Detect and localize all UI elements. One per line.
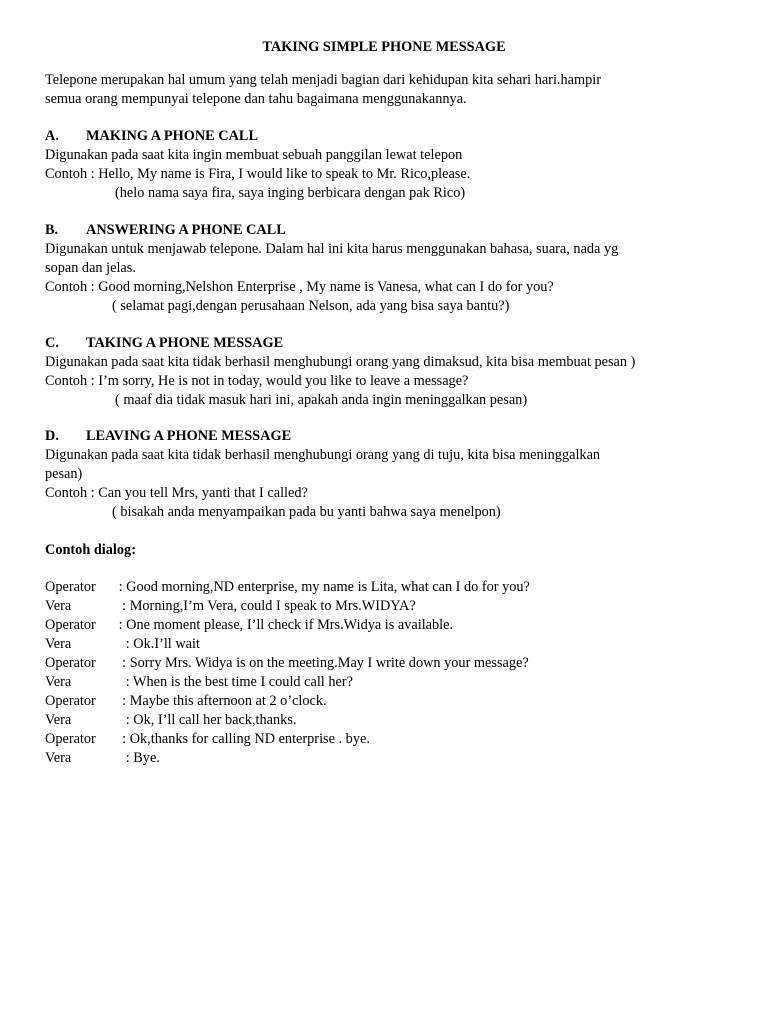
dialog-line — [45, 730, 735, 749]
dialog-line — [45, 749, 735, 768]
section-translation: ( bisakah anda menyampaikan pada bu yanti bahwa saya menelpon) — [112, 504, 501, 520]
dialog-line — [45, 692, 735, 711]
section-title: TAKING A PHONE MESSAGE — [86, 335, 284, 351]
dialog-line — [45, 711, 735, 730]
dialog-utterance: : Ok,thanks for calling ND enterprise . bye. — [115, 731, 370, 747]
section-letter: D. — [45, 428, 59, 444]
dialog-utterance: : One moment please, I’ll check if Mrs.Widya is available. — [115, 617, 454, 633]
section-heading — [45, 221, 735, 240]
dialog-line — [45, 597, 735, 616]
document-title: TAKING SIMPLE PHONE MESSAGE — [262, 39, 506, 55]
section-translation: (helo nama saya fira, saya inging berbicara dengan pak Rico) — [115, 185, 466, 201]
section-heading — [45, 427, 735, 446]
section-description: Digunakan pada saat kita tidak berhasil menghubungi orang yang di tuju, kita bisa meninggalkan — [45, 447, 601, 463]
dialog-line — [45, 616, 735, 635]
section-d — [45, 427, 735, 522]
intro-line: semua orang mempunyai telepone dan tahu bagaimana menggunakannya. — [45, 91, 467, 107]
dialog-line — [45, 673, 735, 692]
section-example: Contoh : Can you tell Mrs, yanti that I called? — [45, 485, 308, 501]
dialog-line — [45, 635, 735, 654]
dialog-utterance: : Bye. — [115, 750, 160, 766]
section-translation: ( selamat pagi,dengan perusahaan Nelson, ada yang bisa saya bantu?) — [112, 298, 510, 314]
dialog-utterance: : When is the best time I could call her? — [115, 674, 353, 690]
section-description: Digunakan pada saat kita tidak berhasil menghubungi orang yang dimaksud, kita bisa membuat pesan ) — [45, 354, 636, 370]
dialog-speaker: Operator — [45, 731, 96, 747]
dialog-speaker: Operator — [45, 693, 96, 709]
dialog-utterance: : Morning,I’m Vera, could I speak to Mrs.WIDYA? — [115, 598, 416, 614]
section-example: Contoh : Good morning,Nelshon Enterprise , My name is Vanesa, what can I do for you? — [45, 279, 554, 295]
dialog-line — [45, 578, 735, 597]
dialog-speaker: Operator — [45, 617, 96, 633]
intro-paragraph — [45, 71, 735, 109]
dialog-heading: Contoh dialog: — [45, 542, 136, 558]
dialog-heading-block — [45, 541, 735, 560]
dialog-speaker: Vera — [45, 636, 72, 652]
dialog-utterance: : Good morning,ND enterprise, my name is Lita, what can I do for you? — [115, 579, 530, 595]
dialog — [45, 578, 735, 768]
dialog-speaker: Vera — [45, 674, 72, 690]
section-title: MAKING A PHONE CALL — [86, 128, 258, 144]
section-title: ANSWERING A PHONE CALL — [86, 222, 286, 238]
dialog-speaker: Vera — [45, 712, 72, 728]
section-heading — [45, 334, 735, 353]
dialog-speaker: Operator — [45, 655, 96, 671]
dialog-line — [45, 654, 735, 673]
dialog-utterance: : Maybe this afternoon at 2 o’clock. — [115, 693, 327, 709]
section-example: Contoh : I’m sorry, He is not in today, would you like to leave a message? — [45, 373, 469, 389]
section-translation: ( maaf dia tidak masuk hari ini, apakah anda ingin meninggalkan pesan) — [115, 392, 528, 408]
section-title: LEAVING A PHONE MESSAGE — [86, 428, 292, 444]
section-letter: B. — [45, 222, 59, 238]
dialog-utterance: : Ok, I’ll call her back,thanks. — [115, 712, 297, 728]
intro-line: Telepone merupakan hal umum yang telah menjadi bagian dari kehidupan kita sehari hari.hampir — [45, 72, 601, 88]
section-example: Contoh : Hello, My name is Fira, I would like to speak to Mr. Rico,please. — [45, 166, 471, 182]
section-description: pesan) — [45, 466, 83, 482]
dialog-speaker: Operator — [45, 579, 96, 595]
dialog-utterance: : Sorry Mrs. Widya is on the meeting.May I write down your message? — [115, 655, 529, 671]
section-description: sopan dan jelas. — [45, 260, 136, 276]
section-a — [45, 127, 735, 203]
dialog-speaker: Vera — [45, 598, 72, 614]
section-heading — [45, 127, 735, 146]
section-description: Digunakan pada saat kita ingin membuat sebuah panggilan lewat telepon — [45, 147, 463, 163]
section-c — [45, 334, 735, 410]
section-letter: C. — [45, 335, 59, 351]
section-letter: A. — [45, 128, 59, 144]
dialog-utterance: : Ok.I’ll wait — [115, 636, 200, 652]
section-description: Digunakan untuk menjawab telepone. Dalam hal ini kita harus menggunakan bahasa, suara, nada yg — [45, 241, 619, 257]
section-b — [45, 221, 735, 316]
dialog-speaker: Vera — [45, 750, 72, 766]
